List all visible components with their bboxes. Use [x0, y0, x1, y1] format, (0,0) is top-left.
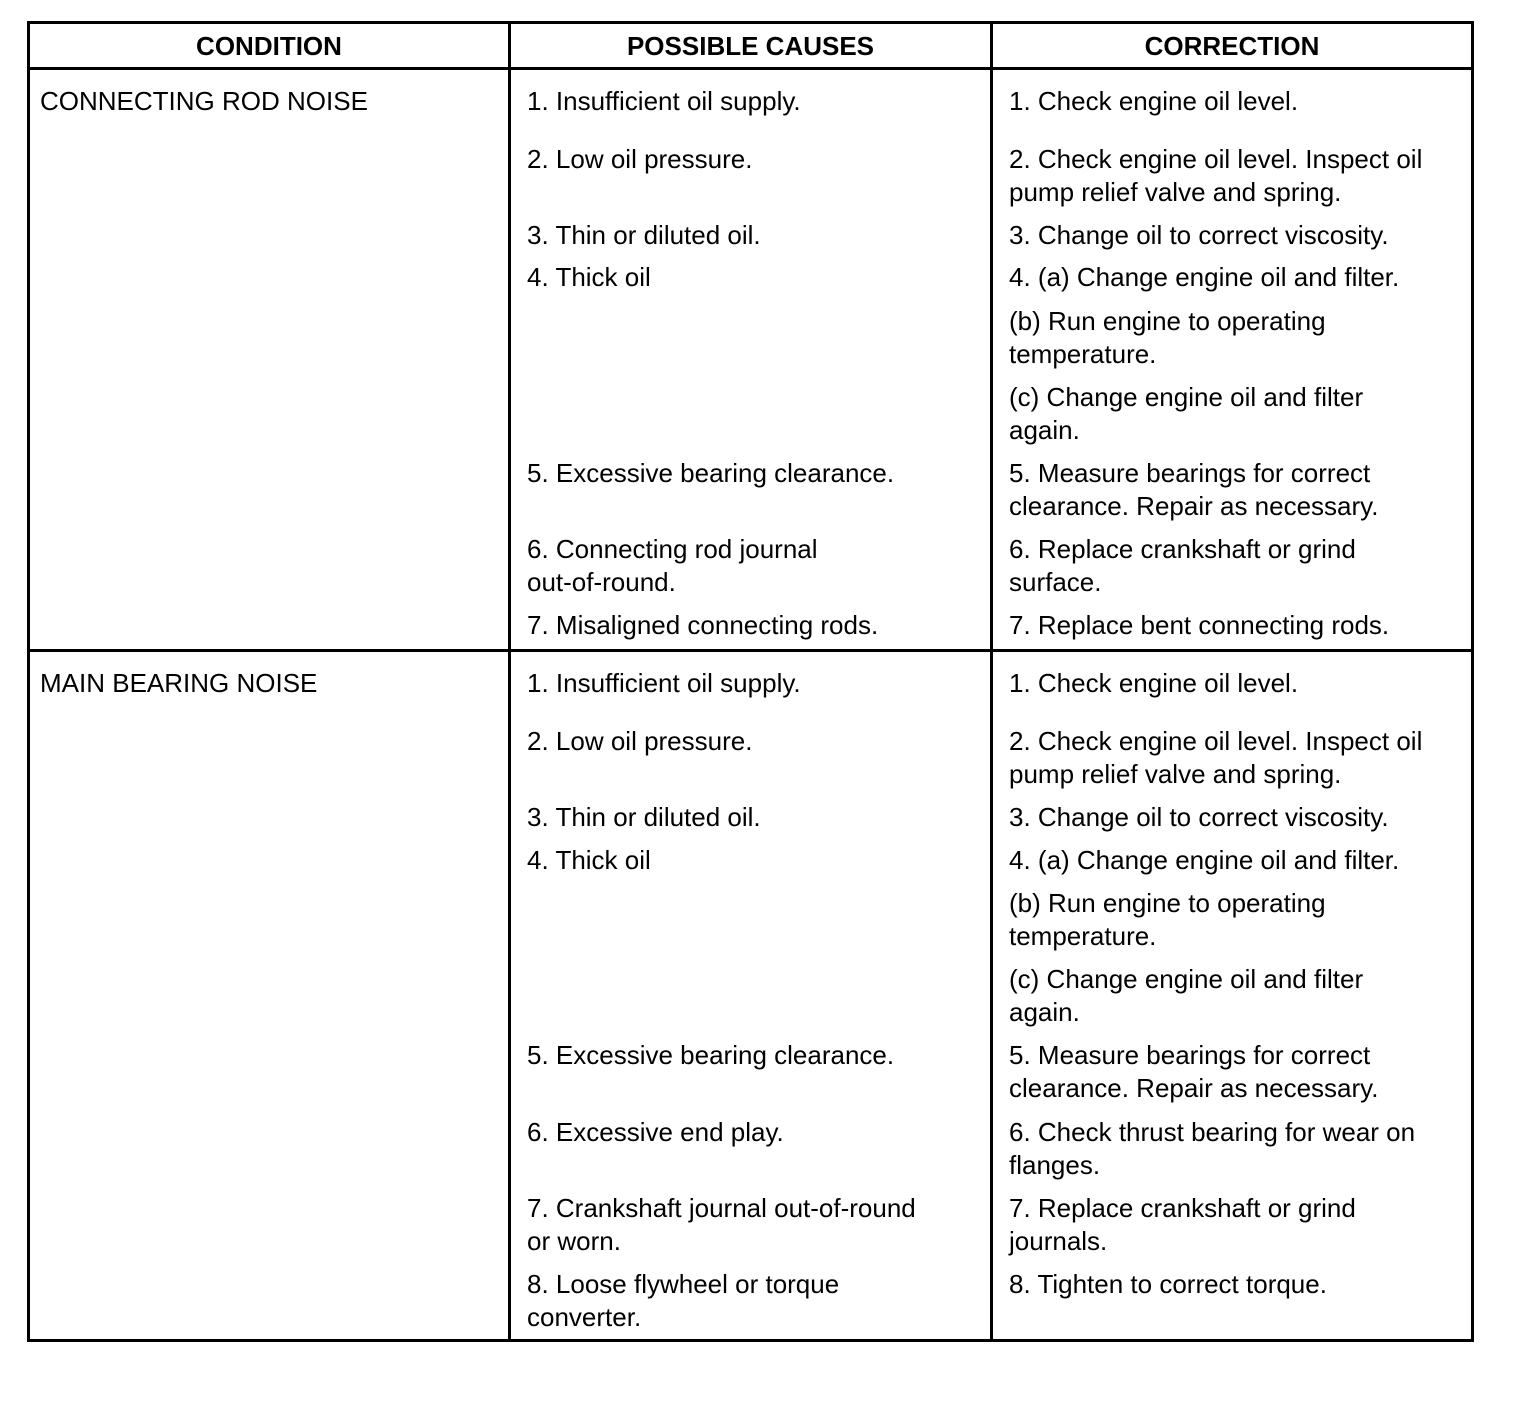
cause-item-continued: or worn.	[527, 1226, 621, 1256]
correction-item-continued: flanges.	[1009, 1150, 1101, 1180]
header-correction: CORRECTION	[1144, 31, 1320, 61]
correction-item: 8. Tighten to correct torque.	[1009, 1269, 1327, 1299]
cause-item: 4. Thick oil	[527, 845, 651, 875]
cause-item: 3. Thin or diluted oil.	[527, 220, 761, 250]
correction-item: 6. Replace crankshaft or grind	[1009, 534, 1356, 564]
header-condition: CONDITION	[196, 31, 342, 61]
cause-item: 2. Low oil pressure.	[527, 726, 753, 756]
cause-item: 6. Excessive end play.	[527, 1117, 784, 1147]
diagnosis-table	[27, 21, 1474, 1342]
correction-item: (b) Run engine to operating	[1009, 888, 1326, 918]
correction-item: 4. (a) Change engine oil and filter.	[1009, 262, 1400, 292]
correction-item: 7. Replace bent connecting rods.	[1009, 610, 1390, 640]
correction-item-continued: temperature.	[1009, 921, 1157, 951]
correction-item: 3. Change oil to correct viscosity.	[1009, 220, 1389, 250]
cause-item: 1. Insufficient oil supply.	[527, 86, 801, 116]
cause-item-continued: out-of-round.	[527, 567, 676, 597]
cause-item: 8. Loose flywheel or torque	[527, 1269, 840, 1299]
correction-item-continued: surface.	[1009, 567, 1102, 597]
column-divider-1	[508, 24, 511, 1339]
correction-item-continued: again.	[1009, 415, 1080, 445]
correction-item-continued: journals.	[1009, 1226, 1108, 1256]
condition-main-bearing-noise: MAIN BEARING NOISE	[40, 668, 318, 698]
correction-item-continued: clearance. Repair as necessary.	[1009, 491, 1379, 521]
cause-item: 2. Low oil pressure.	[527, 144, 753, 174]
correction-item: 1. Check engine oil level.	[1009, 668, 1299, 698]
column-divider-2	[990, 24, 993, 1339]
correction-item: 7. Replace crankshaft or grind	[1009, 1193, 1356, 1223]
cause-item: 4. Thick oil	[527, 262, 651, 292]
correction-item: 5. Measure bearings for correct	[1009, 1040, 1371, 1070]
cause-item-continued: converter.	[527, 1302, 642, 1332]
cause-item: 7. Misaligned connecting rods.	[527, 610, 879, 640]
correction-item: 2. Check engine oil level. Inspect oil	[1009, 726, 1423, 756]
correction-item-continued: pump relief valve and spring.	[1009, 177, 1342, 207]
cause-item: 6. Connecting rod journal	[527, 534, 818, 564]
cause-item: 3. Thin or diluted oil.	[527, 802, 761, 832]
correction-item: (b) Run engine to operating	[1009, 306, 1326, 336]
correction-item-continued: clearance. Repair as necessary.	[1009, 1073, 1379, 1103]
cause-item: 1. Insufficient oil supply.	[527, 668, 801, 698]
correction-item: 6. Check thrust bearing for wear on	[1009, 1117, 1416, 1147]
correction-item-continued: pump relief valve and spring.	[1009, 759, 1342, 789]
condition-connecting-rod-noise: CONNECTING ROD NOISE	[40, 86, 368, 116]
section-divider	[30, 649, 1471, 652]
correction-item: 1. Check engine oil level.	[1009, 86, 1299, 116]
cause-item: 7. Crankshaft journal out-of-round	[527, 1193, 916, 1223]
header-possible-causes: POSSIBLE CAUSES	[626, 31, 875, 61]
cause-item: 5. Excessive bearing clearance.	[527, 1040, 895, 1070]
correction-item: 2. Check engine oil level. Inspect oil	[1009, 144, 1423, 174]
correction-item: 5. Measure bearings for correct	[1009, 458, 1371, 488]
correction-item: (c) Change engine oil and filter	[1009, 382, 1364, 412]
cause-item: 5. Excessive bearing clearance.	[527, 458, 895, 488]
correction-item: 3. Change oil to correct viscosity.	[1009, 802, 1389, 832]
correction-item: 4. (a) Change engine oil and filter.	[1009, 845, 1400, 875]
correction-item-continued: again.	[1009, 997, 1080, 1027]
correction-item-continued: temperature.	[1009, 339, 1157, 369]
correction-item: (c) Change engine oil and filter	[1009, 964, 1364, 994]
